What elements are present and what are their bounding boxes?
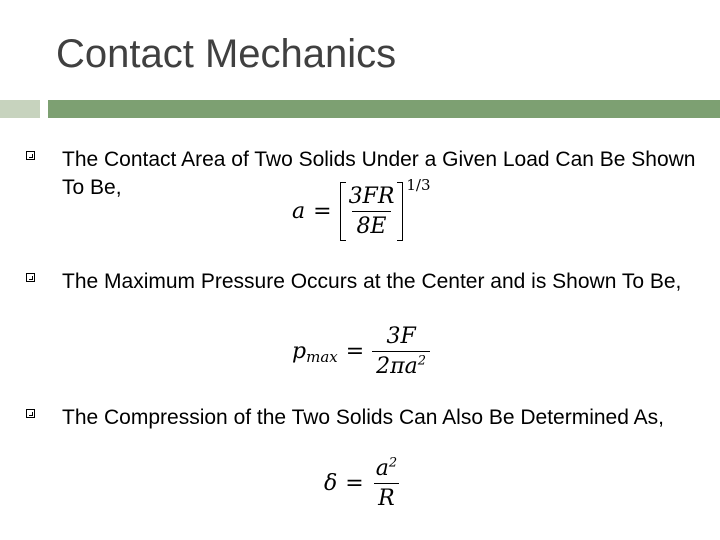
fraction [372, 456, 401, 511]
title-rule-right [48, 100, 720, 118]
equals-sign: = [345, 339, 365, 364]
fraction-denominator: R [374, 483, 399, 511]
fraction-numerator: $a^2$ [375, 455, 398, 481]
equation-lhs: a [292, 199, 306, 224]
checkbox-bullet-icon [26, 151, 35, 160]
checkbox-bullet-icon [26, 273, 35, 282]
fraction-numerator: 3F [386, 324, 416, 349]
fraction [345, 184, 399, 239]
equation-lhs: $p_{max}$ [292, 339, 338, 366]
fraction-denominator: 8E [352, 211, 390, 239]
checkbox-bullet-icon [26, 409, 35, 418]
exponent: 1/3 [406, 176, 431, 194]
equation-lhs: δ [324, 471, 338, 496]
equation-compression [324, 456, 401, 511]
equation-max-pressure [292, 324, 430, 379]
equation-contact-radius [292, 176, 431, 239]
fraction-denominator: $2\pi a^2$ [372, 351, 430, 379]
fraction-numerator: 3FR [348, 184, 395, 209]
equals-sign: = [345, 471, 364, 496]
bullet-text: The Maximum Pressure Occurs at the Center and is Shown To Be, [62, 270, 682, 293]
equals-sign: = [313, 199, 332, 224]
bullet-text: The Contact Area of Two Solids Under a Given Load Can Be Shown To Be, [62, 148, 696, 199]
fraction [372, 324, 430, 379]
slide-title: Contact Mechanics [56, 32, 397, 76]
title-rule-left [0, 100, 40, 118]
bullet-text: The Compression of the Two Solids Can Also Be Determined As, [62, 406, 664, 429]
bracket-group [340, 184, 404, 239]
